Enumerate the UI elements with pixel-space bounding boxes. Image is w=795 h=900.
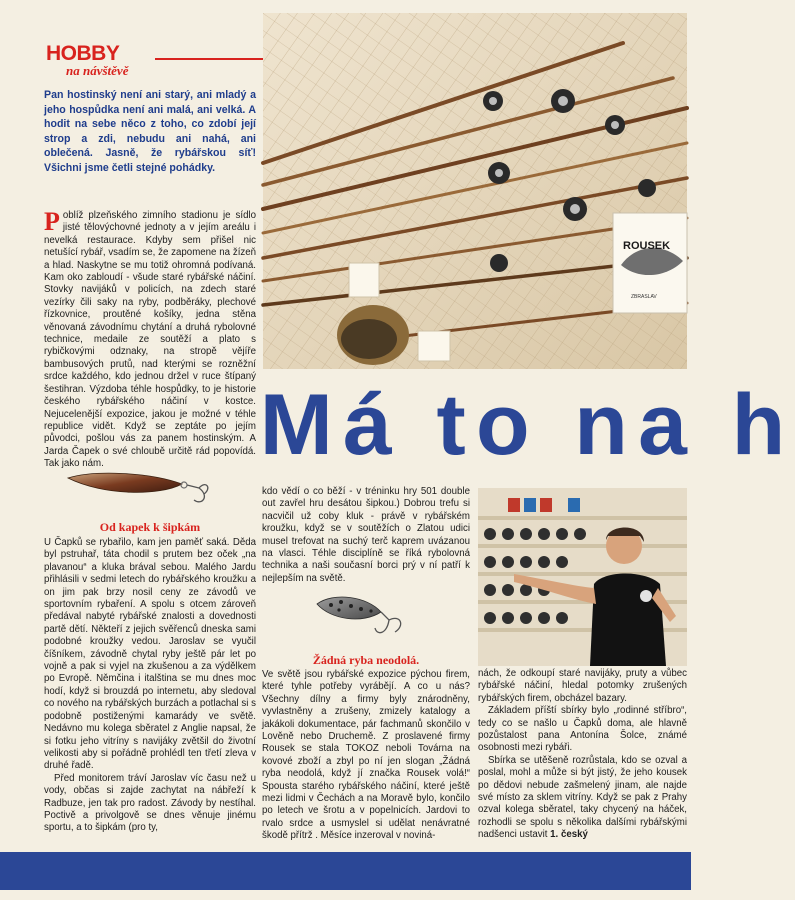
drop-cap: P (44, 207, 60, 236)
section-1-paragraph: U Čapků se rybařilo, kam jen paměť saká. Děda byl pstruhař, táta chodil s prutem bez oček „na plavanou“ a kluka brával sebou. Malého Jardu přihlásili v sedmi letech do rybářského kroužku a on jim pak brzy nosil ceny ze závodů ve sportovním rybaření. A spolu s otcem zároveň předával nabyté rybářské znalosti a dovednosti partě dětí. Někteří z jejich svěřenců dneska sami podobné kroužky vedou. Jaroslav se vyučil číšníkem, závodně chytal ryby ještě pár let po vojně a pak si vyjel na zkušenou a za výdělkem po Evropě. Němčina i italština se mu dnes moc hodí, když si brouzdá po internetu, aby sledoval co nového na rybářských burzách a potlachal si s podobně postiženými kamarády ve světě. Nedávno mu kolega sběratel z Anglie napsal, že si fotku jeho vitríny s navijáky zvětšil do životní velikosti aby si pořádně prohlédl ten třetí zleva v druhé řadě. (44, 537, 256, 772)
column-3-paragraph-3 (478, 755, 687, 842)
bottom-margin (0, 890, 691, 900)
section-heading-2: Žádná ryba neodolá. (312, 653, 420, 667)
lead-paragraph: Pan hostinský není ani starý, ani mladý a jeho hospůdka není ani malá, ani velká. A hodit na sebe něco z toho, co zdobí její strop a zdi, nebudu ani nahá, ani oblečená. Jasně, že rybářskou síť! Všichni jsme četli stejné pohádky. (44, 89, 256, 174)
column-3-text (478, 668, 687, 842)
section-1-paragraph-2: Před monitorem tráví Jaroslav víc času než u vody, občas si zajde zachytat na nábřeží k Radbuze, jen tak pro radost. Závody by nestíhal. Poctivě a privolgově se dnes věnuje jinému sportu, a to šipkám (pro ty, (44, 772, 256, 834)
collector-illustration (478, 488, 687, 666)
column-3-bold-text: 1. český (550, 829, 588, 841)
intro-text: oblíž plzeňského zimního stadionu je sídlo jisté tělovýchovné jednoty a v jejím areálu i nevelká restaurace. Kdyby sem přišel nic netušící rybář, vsadím se, že zapomene na žízeň a hlad. Naskytne se mu totiž ohromná podívaná. Kam oko zabloudí - všude staré rybářské náčiní. Stovky navijáků v policích, na zdech staré vezírky čili saky na ryby, podběráky, plechové řízkovnice, proutěné košíky, jedna stěna věnovaná závodnímu chytání a druhá rybolovné technice, medaile ze soutěží a plato s rybičkovými odznaky, na stropě vějíře bambusových prutů, nad kterými se rozněžní srdce každého, kdo jednou držel v ruce štípaný šestihran. Výzdoba téhle hospůdky, to je historie českého rybářského náčiní v kostce. Nejucelenější expozice, jakou je možné v téhle republice vidět. Když se zeptáte po jejím původci, pošlou vás za panem hostinským. A Jarda Čapek o své chloubě určitě rád popovídá. Tak jako nám. (44, 210, 256, 470)
subsection-label: na návštěvě (66, 63, 129, 78)
sign-brand: ROUSEK (623, 240, 671, 252)
column-3-paragraph-2: Základem příští sbírky bylo „rodinné stříbro“, tedy co se našlo u Čapků doma, ale hlavně pozůstalost pana Antonína Šolce, známé osobnosti mezi rybáři. (478, 705, 687, 754)
column-3-paragraph-1: nách, že odkoupí staré navijáky, pruty a vůbec rybářské náčiní, hledal potomky zrušených rybářských firem, obcházel bazary. (478, 668, 687, 704)
section-2-text: Ve světě jsou rybářské expozice pýchou firem, které tyhle potřeby vyrábějí. A co u nás? Všechny dílny a firmy byly znárodněny, vyvlastněny a zrušeny, zmizely katalogy a jakákoli dokumentace, pár fachmanů skončilo v Lověně nebo Druchemě. Z proslavené firmy Rousek se stala TOKOZ neboli Továrna na kovové zboží a zbyl po ní jen slogan „Žádná ryba neodolá, když jí značka Rousek volá!“ Spousta starého rybářského náčiní, které ještě mezi lidmi v Čechách a na Moravě bylo, končilo po letech ve šrotu a v popelnicích. Jardovi to rvalo srdce a usmyslel si udělat nenávratné škodě přítrž . Měsíce inzeroval v noviná- (262, 669, 470, 842)
column-3-paragraph-3-text: Sbírka se utěšeně rozrůstala, kdo se ozval a poslal, mohl a může si být jistý, že jeho kousek po dědovi nebude zašmelený jinam, ale najde své místo za sklem vitríny. Když se pak z Prahy ozval kolega sběratel, taky chycený na háček, rozhodli se spolu s několika dalšími rybářskými nadšenci ustavit (478, 754, 687, 841)
bottom-color-band (0, 852, 691, 890)
article-title: Má to na h (259, 377, 795, 473)
spoon-lure-image (64, 466, 214, 512)
tackle-wall-photo (263, 13, 687, 369)
section-header (40, 40, 260, 85)
section-label: HOBBY (46, 42, 120, 65)
intro-column (44, 207, 256, 471)
sign-subtext: ZBRASLAV (631, 294, 657, 300)
spotted-lure-image (315, 590, 407, 642)
section-1-text (44, 537, 256, 835)
collector-photo (478, 488, 687, 666)
section-heading-1: Od kapek k šipkám (99, 520, 201, 534)
tackle-wall-illustration (263, 13, 687, 369)
column-2-top-text: kdo vědí o co běží - v tréninku hry 501 double out zavřel hru desátou šipkou.) Dobrou trefu si nacvičil už coby kluk - právě v rybářském kroužku, když se v soutěžích o Zlatou udici musel trefovat na suchý terč kaprem uvázanou na vlasci. Téhle disciplíně se říká rybolovná technika a naši současní borci prý v ní patří k nejlepším na světě. (262, 486, 470, 584)
